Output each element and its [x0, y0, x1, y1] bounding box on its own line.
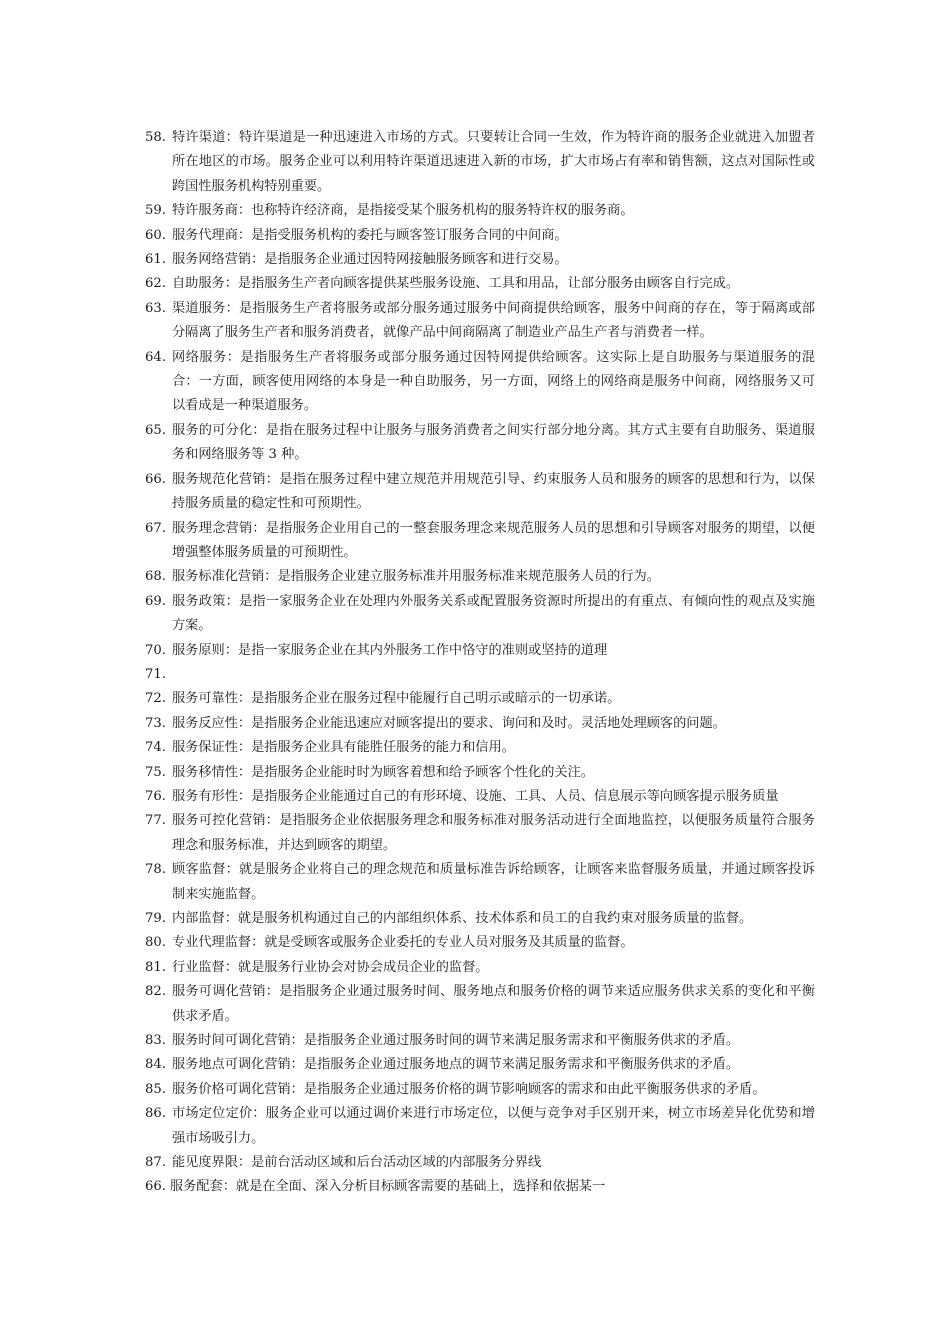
item-number: 87. — [145, 1155, 166, 1171]
list-item — [145, 907, 815, 931]
item-text: 服务的可分化：是指在服务过程中让服务与服务消费者之间实行部分地分离。其方式主要有自助服务、渠道服务和网络服务等 3 种。 — [172, 422, 815, 463]
item-number: 72. — [145, 691, 166, 707]
item-text: 服务可控化营销：是指服务企业依据服务理念和服务标准对服务活动进行全面地监控，以便服务质量符合服务理念和服务标准，并达到顾客的期望。 — [172, 813, 815, 853]
list-item — [145, 565, 815, 589]
item-text: 服务代理商：是指受服务机构的委托与顾客签订服务合同的中间商。 — [172, 227, 568, 243]
item-text: 服务价格可调化营销：是指服务企业通过服务价格的调节影响顾客的需求和由此平衡服务供求的矛盾。 — [172, 1081, 766, 1097]
item-text: 网络服务：是指服务生产者将服务或部分服务通过因特网提供给顾客。这实际上是自助服务与渠道服务的混合：一方面，顾客使用网络的本身是一种自助服务，另一方面，网络上的网络商是服务中间商，网络服务又可以看成是一种渠道服务。 — [172, 349, 815, 414]
item-number: 58. — [145, 130, 166, 145]
list-item — [145, 1175, 815, 1199]
item-text: 能见度界限：是前台活动区域和后台活动区域的内部服务分界线 — [172, 1155, 542, 1171]
item-text: 市场定位定价：服务企业可以通过调价来进行市场定位，以便与竞争对手区别开来，树立市场差异化优势和增强市场吸引力。 — [172, 1106, 815, 1146]
item-text: 服务原则：是指一家服务企业在其内外服务工作中恪守的准则或坚持的道理 — [172, 642, 608, 658]
list-item — [145, 468, 815, 517]
item-text: 服务规范化营销：是指在服务过程中建立规范并用规范引导、约束服务人员和服务的顾客的思想和行为，以保持服务质量的稳定性和可预期性。 — [172, 471, 815, 512]
list-item — [145, 1078, 815, 1102]
list-item — [145, 687, 815, 711]
list-item — [145, 785, 815, 809]
item-text: 内部监督：就是服务机构通过自己的内部组织体系、技术体系和员工的自我约束对服务质量的监督。 — [172, 911, 753, 926]
list-item — [145, 639, 815, 663]
item-number: 66. — [145, 471, 166, 487]
item-text: 服务网络营销：是指服务企业通过因特网接触服务顾客和进行交易。 — [172, 252, 568, 268]
list-item — [145, 858, 815, 907]
item-number: 80. — [145, 935, 166, 951]
item-text: 服务移情性：是指服务企业能时时为顾客着想和给予顾客个性化的关注。 — [172, 764, 594, 780]
item-number: 60. — [145, 227, 166, 243]
item-text: 服务配套：就是在全面、深入分析目标顾客需要的基础上，选择和依据某一 — [170, 1179, 606, 1195]
item-text: 服务可靠性：是指服务企业在服务过程中能履行自己明示或暗示的一切承诺。 — [172, 691, 621, 707]
item-number: 74. — [145, 740, 166, 756]
item-text — [172, 663, 815, 687]
item-text: 服务有形性：是指服务企业能通过自己的有形环境、设施、工具、人员、信息展示等向顾客提示服务质量 — [172, 788, 779, 804]
list-item — [145, 419, 815, 468]
list-item — [145, 761, 815, 785]
item-number: 78. — [145, 862, 166, 878]
item-number: 62. — [145, 276, 166, 292]
list-item — [145, 224, 815, 248]
item-number: 67. — [145, 520, 166, 536]
item-number: 63. — [145, 300, 166, 316]
list-item — [145, 126, 815, 199]
item-number: 64. — [145, 349, 166, 365]
item-number: 66. — [145, 1179, 166, 1195]
item-number: 59. — [145, 203, 166, 219]
item-text: 服务时间可调化营销：是指服务企业通过服务时间的调节来满足服务需求和平衡服务供求的矛盾。 — [172, 1033, 740, 1049]
item-text: 特许渠道：特许渠道是一种迅速进入市场的方式。只要转让合同一生效，作为特许商的服务企业就进入加盟者所在地区的市场。服务企业可以利用特许渠道迅速进入新的市场，扩大市场占有率和销售额，这点对国际性或跨国性服务机构特别重要。 — [172, 130, 815, 194]
item-number: 73. — [145, 715, 166, 731]
item-text: 服务保证性：是指服务企业具有能胜任服务的能力和信用。 — [172, 740, 515, 756]
list-item — [145, 712, 815, 736]
item-number: 85. — [145, 1081, 166, 1097]
list-item — [145, 297, 815, 346]
item-text: 服务反应性：是指服务企业能迅速应对顾客提出的要求、询问和及时。灵活地处理顾客的问题。 — [172, 715, 726, 731]
item-number: 75. — [145, 764, 166, 780]
list-item — [145, 1102, 815, 1151]
list-item — [145, 663, 815, 687]
item-number: 69. — [145, 593, 166, 609]
list-item — [145, 248, 815, 272]
item-text: 顾客监督：就是服务企业将自己的理念规范和质量标准告诉给顾客，让顾客来监督服务质量，并通过顾客投诉制来实施监督。 — [172, 862, 815, 902]
list-item — [145, 1053, 815, 1077]
item-text: 服务政策：是指一家服务企业在处理内外服务关系或配置服务资源时所提出的有重点、有倾向性的观点及实施方案。 — [172, 593, 815, 634]
item-number: 76. — [145, 788, 166, 804]
item-number: 77. — [145, 813, 166, 829]
list-item — [145, 1151, 815, 1175]
item-number: 86. — [145, 1106, 166, 1122]
item-number: 82. — [145, 984, 166, 1000]
list-item — [145, 956, 815, 980]
item-text: 自助服务：是指服务生产者向顾客提供某些服务设施、工具和用品，让部分服务由顾客自行完成。 — [172, 276, 740, 292]
item-number: 71. — [145, 666, 166, 682]
item-text: 特许服务商：也称特许经济商，是指接受某个服务机构的服务特许权的服务商。 — [172, 203, 634, 219]
list-item — [145, 809, 815, 858]
list-item — [145, 980, 815, 1029]
item-text: 服务理念营销：是指服务企业用自己的一整套服务理念来规范服务人员的思想和引导顾客对服务的期望，以便增强整体服务质量的可预期性。 — [172, 520, 815, 560]
item-number: 61. — [145, 252, 166, 268]
item-text: 专业代理监督：就是受顾客或服务企业委托的专业人员对服务及其质量的监督。 — [172, 935, 634, 951]
item-text: 服务标准化营销：是指服务企业建立服务标准并用服务标准来规范服务人员的行为。 — [172, 569, 660, 585]
item-number: 70. — [145, 642, 166, 658]
item-number: 83. — [145, 1033, 166, 1049]
item-text: 服务可调化营销：是指服务企业通过服务时间、服务地点和服务价格的调节来适应服务供求关系的变化和平衡供求矛盾。 — [172, 984, 815, 1024]
item-text: 行业监督：就是服务行业协会对协会成员企业的监督。 — [172, 959, 489, 975]
list-item — [145, 1029, 815, 1053]
list-item — [145, 931, 815, 955]
item-number: 84. — [145, 1057, 166, 1073]
item-number: 79. — [145, 911, 166, 926]
list-item — [145, 346, 815, 419]
list-item — [145, 590, 815, 639]
list-item — [145, 736, 815, 760]
item-number: 65. — [145, 422, 166, 438]
item-number: 68. — [145, 569, 166, 585]
list-item — [145, 517, 815, 566]
item-number: 81. — [145, 959, 166, 975]
glossary-list — [145, 126, 815, 1200]
item-text: 渠道服务：是指服务生产者将服务或部分服务通过服务中间商提供给顾客，服务中间商的存在，等于隔离或部分隔离了服务生产者和服务消费者，就像产品中间商隔离了制造业产品生产者与消费者一样。 — [172, 300, 815, 341]
list-item — [145, 199, 815, 223]
list-item — [145, 272, 815, 296]
item-text: 服务地点可调化营销：是指服务企业通过服务地点的调节来满足服务需求和平衡服务供求的矛盾。 — [172, 1057, 740, 1073]
